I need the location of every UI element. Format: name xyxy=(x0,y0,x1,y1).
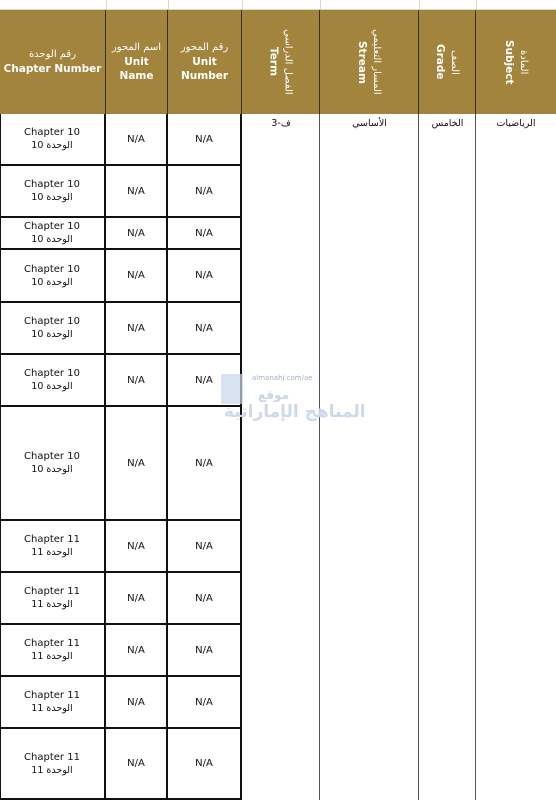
header-unit-number-ar: رقم المحور xyxy=(180,42,229,53)
header-unit-name-ar: اسم المحور xyxy=(111,42,162,53)
unit-number-value: N/A xyxy=(195,457,213,469)
unit-number-value: N/A xyxy=(195,322,213,334)
unit-name-cell[interactable] xyxy=(106,303,168,355)
chapter-label: Chapter 10 xyxy=(24,451,80,462)
unit-number-cell[interactable] xyxy=(168,166,242,218)
unit-number-cell[interactable] xyxy=(168,521,242,573)
unit-name-value: N/A xyxy=(127,644,145,656)
unit-number-cell[interactable] xyxy=(168,677,242,729)
unit-number-cell[interactable] xyxy=(168,729,242,800)
grade-column-cell[interactable] xyxy=(419,114,476,800)
unit-number-cell[interactable] xyxy=(168,218,242,250)
chapter-cell[interactable] xyxy=(0,303,106,355)
unit-number-value: N/A xyxy=(195,592,213,604)
chapter-label: Chapter 11 xyxy=(24,586,80,597)
header-unit-name[interactable] xyxy=(106,10,168,114)
header-subject-en: Subject xyxy=(503,39,515,85)
grade-value: الخامس xyxy=(431,118,464,129)
header-grade[interactable] xyxy=(419,10,476,114)
watermark-line2: المناهج الإماراتية xyxy=(224,402,366,422)
unit-number-cell[interactable] xyxy=(168,303,242,355)
watermark-line1: موقع xyxy=(258,388,290,402)
header-chapter-number-ar: رقم الوحدة xyxy=(28,49,77,60)
sheet-gridline xyxy=(168,0,169,10)
sheet-gridline xyxy=(320,0,321,10)
unit-name-value: N/A xyxy=(127,374,145,386)
sheet-gridline xyxy=(476,0,477,10)
chapter-label-ar: الوحدة 11 xyxy=(31,547,73,558)
chapter-cell[interactable] xyxy=(0,573,106,625)
watermark-url: almanahj.com/ae xyxy=(252,374,313,382)
header-term-en: Term xyxy=(267,47,280,77)
unit-name-value: N/A xyxy=(127,133,145,145)
unit-name-cell[interactable] xyxy=(106,521,168,573)
unit-number-cell[interactable] xyxy=(168,407,242,521)
chapter-label-ar: الوحدة 10 xyxy=(31,381,73,392)
chapter-label-ar: الوحدة 10 xyxy=(31,234,73,245)
chapter-cell[interactable] xyxy=(0,114,106,166)
unit-name-cell[interactable] xyxy=(106,407,168,521)
subject-column-cell[interactable] xyxy=(476,114,556,800)
unit-name-cell[interactable] xyxy=(106,677,168,729)
chapter-label: Chapter 10 xyxy=(24,368,80,379)
chapter-label-ar: الوحدة 10 xyxy=(31,140,73,151)
unit-name-value: N/A xyxy=(127,758,145,769)
unit-number-value: N/A xyxy=(195,227,213,239)
header-subject-ar: المادة xyxy=(518,49,529,75)
chapter-cell[interactable] xyxy=(0,407,106,521)
unit-number-cell[interactable] xyxy=(168,625,242,677)
unit-name-cell[interactable] xyxy=(106,250,168,303)
unit-name-cell[interactable] xyxy=(106,729,168,800)
header-unit-name-en2: Name xyxy=(119,70,154,82)
stream-column-cell[interactable] xyxy=(320,114,419,800)
unit-number-cell[interactable] xyxy=(168,573,242,625)
header-stream-ar: المسار التعليمي xyxy=(371,29,382,95)
chapter-label: Chapter 10 xyxy=(24,127,80,138)
term-value: 3-ف xyxy=(271,118,291,129)
chapter-label: Chapter 10 xyxy=(24,221,80,232)
unit-number-value: N/A xyxy=(195,696,213,708)
chapter-label-ar: الوحدة 11 xyxy=(31,703,73,714)
unit-name-value: N/A xyxy=(127,227,145,239)
unit-name-value: N/A xyxy=(127,322,145,334)
header-unit-number-en1: Unit xyxy=(192,56,217,68)
header-unit-number-en2: Number xyxy=(180,70,229,82)
unit-number-value: N/A xyxy=(195,374,213,386)
chapter-cell[interactable] xyxy=(0,521,106,573)
chapter-label-ar: الوحدة 10 xyxy=(31,464,73,475)
term-column-cell[interactable] xyxy=(242,114,320,800)
subject-value: الرياضيات xyxy=(496,118,536,129)
chapter-label: Chapter 11 xyxy=(24,690,80,701)
chapter-cell[interactable] xyxy=(0,625,106,677)
header-grade-ar: الصف xyxy=(449,49,460,75)
chapter-label: Chapter 11 xyxy=(24,638,80,649)
chapter-label: Chapter 10 xyxy=(24,179,80,190)
chapter-cell[interactable] xyxy=(0,729,106,800)
sheet-gridline xyxy=(419,0,420,10)
header-term[interactable] xyxy=(242,10,320,114)
unit-name-value: N/A xyxy=(127,270,145,281)
unit-name-value: N/A xyxy=(127,540,145,552)
unit-number-cell[interactable] xyxy=(168,114,242,166)
unit-name-value: N/A xyxy=(127,696,145,708)
chapter-cell[interactable] xyxy=(0,218,106,250)
sheet-gridline xyxy=(106,0,107,10)
chapter-label-ar: الوحدة 11 xyxy=(31,651,73,662)
chapter-label: Chapter 10 xyxy=(24,263,80,275)
chapter-cell[interactable] xyxy=(0,355,106,407)
unit-number-value: N/A xyxy=(195,758,213,769)
unit-number-value: N/A xyxy=(195,185,213,197)
header-chapter-number[interactable] xyxy=(0,10,106,114)
chapter-label-ar: الوحدة 10 xyxy=(31,276,73,288)
chapter-label: Chapter 11 xyxy=(24,751,80,763)
chapter-cell[interactable] xyxy=(0,677,106,729)
watermark-logo-icon xyxy=(221,374,243,404)
chapter-label-ar: الوحدة 11 xyxy=(31,599,73,610)
header-grade-en: Grade xyxy=(434,44,446,80)
chapter-label: Chapter 10 xyxy=(24,316,80,327)
unit-name-value: N/A xyxy=(127,457,145,469)
unit-name-cell[interactable] xyxy=(106,625,168,677)
chapter-label-ar: الوحدة 10 xyxy=(31,192,73,203)
header-unit-number[interactable] xyxy=(168,10,242,114)
unit-name-cell[interactable] xyxy=(106,573,168,625)
header-unit-name-en1: Unit xyxy=(124,56,149,68)
unit-number-value: N/A xyxy=(195,644,213,656)
header-chapter-number-en: Chapter Number xyxy=(3,63,102,75)
header-subject[interactable] xyxy=(476,10,556,114)
unit-name-cell[interactable] xyxy=(106,355,168,407)
unit-name-value: N/A xyxy=(127,592,145,604)
sheet-gridline xyxy=(242,0,243,10)
unit-name-cell[interactable] xyxy=(106,166,168,218)
unit-name-cell[interactable] xyxy=(106,114,168,166)
stream-value: الأساسي xyxy=(352,118,387,129)
header-term-ar: الفصل الدراسي xyxy=(282,29,294,95)
unit-number-cell[interactable] xyxy=(168,250,242,303)
header-stream-en: Stream xyxy=(356,40,368,84)
chapter-label-ar: الوحدة 11 xyxy=(31,764,73,776)
chapter-cell[interactable] xyxy=(0,250,106,303)
unit-name-value: N/A xyxy=(127,185,145,197)
header-stream[interactable] xyxy=(320,10,419,114)
unit-number-value: N/A xyxy=(195,540,213,552)
chapter-cell[interactable] xyxy=(0,166,106,218)
chapter-label: Chapter 11 xyxy=(24,534,80,545)
chapter-label-ar: الوحدة 10 xyxy=(31,329,73,340)
unit-number-value: N/A xyxy=(195,133,213,145)
unit-number-value: N/A xyxy=(195,270,213,281)
unit-name-cell[interactable] xyxy=(106,218,168,250)
